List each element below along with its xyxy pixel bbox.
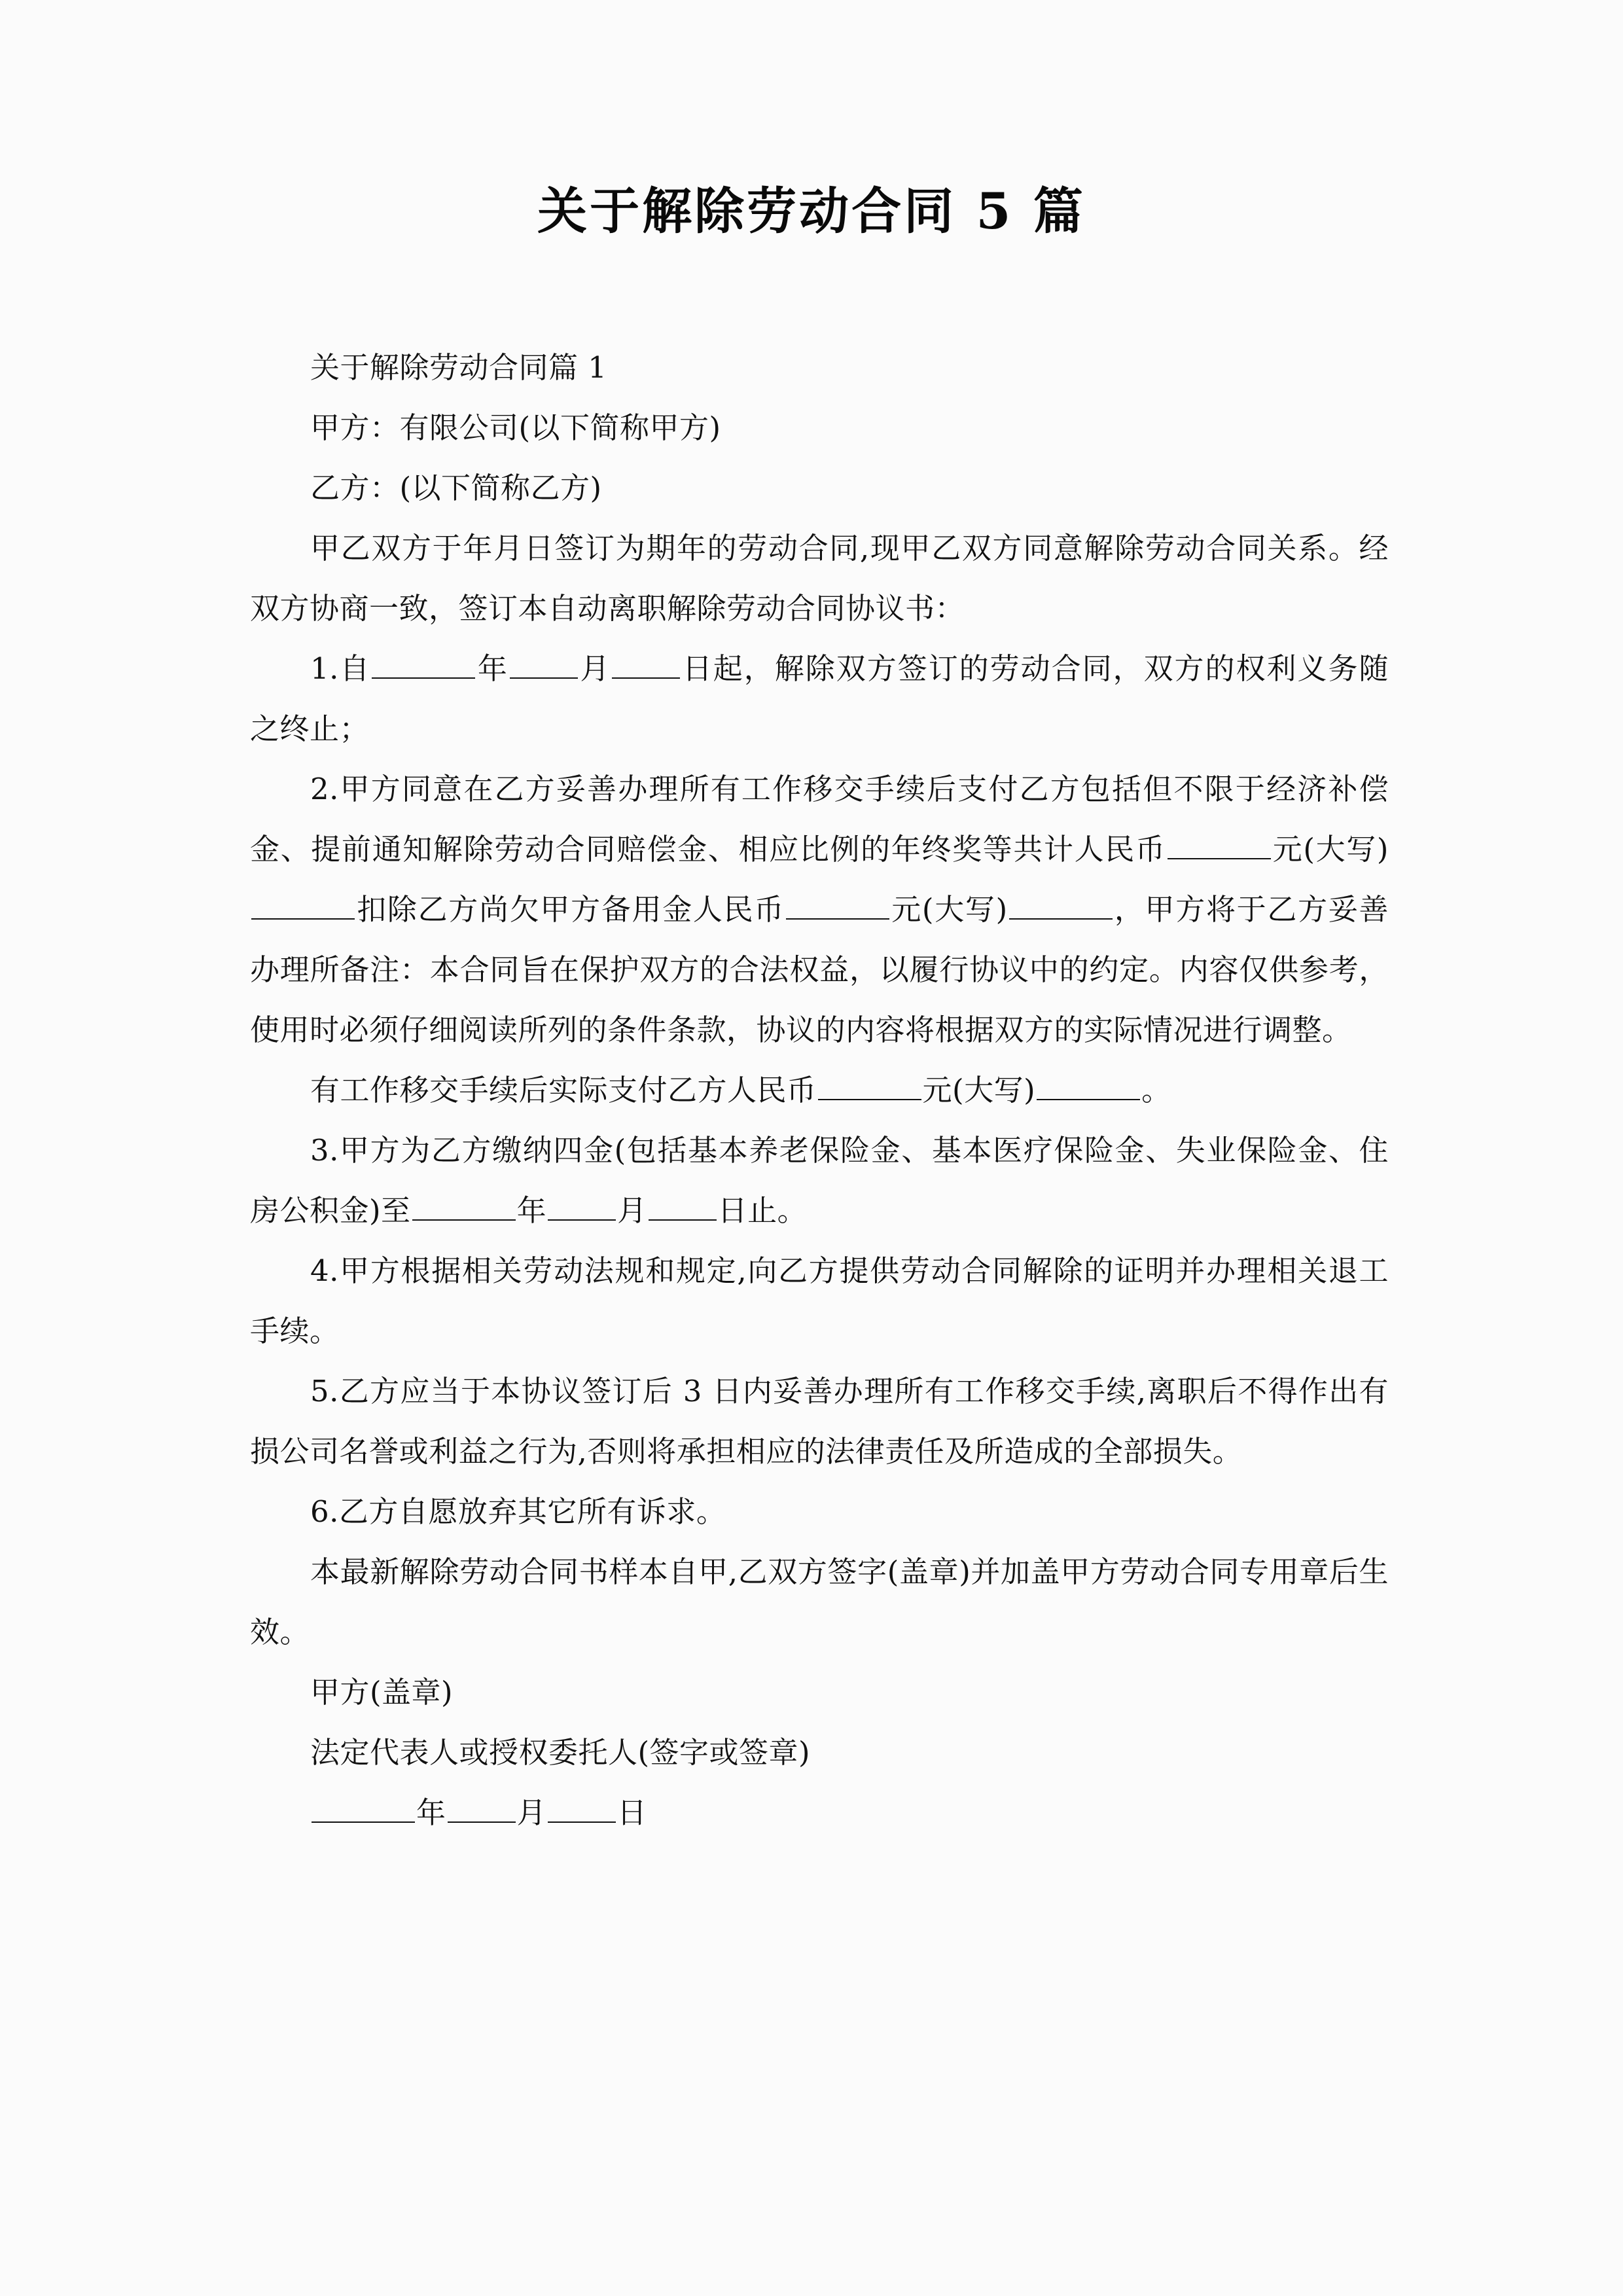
clause-2-text-d: 元(大写) <box>891 892 1008 927</box>
clause-3-year-blank[interactable] <box>412 1189 516 1221</box>
clause-1-text-b: 年 <box>476 651 508 686</box>
clause-2 <box>250 759 1389 1060</box>
clause-2-deduct-words-blank[interactable] <box>1009 888 1113 920</box>
clause-3-text-a: 3.甲方为乙方缴纳四金(包括基本养老保险金、基本医疗保险金、失业保险金、住房公积金)至 <box>250 1133 1389 1228</box>
clause-3-text-d: 日止。 <box>717 1193 808 1228</box>
clause-3-month-blank[interactable] <box>548 1189 616 1221</box>
preamble-paragraph: 甲乙双方于年月日签订为期年的劳动合同,现甲乙双方同意解除劳动合同关系。经双方协商一致，签订本自动离职解除劳动合同协议书： <box>250 531 1389 626</box>
clause-2-amount-blank[interactable] <box>1168 828 1271 859</box>
page-title: 关于解除劳动合同 5 篇 <box>537 182 1086 240</box>
clause-2-text-c: 扣除乙方尚欠甲方备用金人民币 <box>356 892 785 927</box>
actual-payment-words-blank[interactable] <box>1037 1069 1140 1100</box>
signature-representative: 法定代表人或授权委托人(签字或签章) <box>310 1735 811 1770</box>
clause-2-text-e: ，甲方将于乙方妥善办理所备注：本合同旨在保护双方的合法权益，以履行协议中的约定。内容仅供参考，使用时必须仔细阅读所列的条件条款，协议的内容将根据双方的实际情况进行调整。 <box>250 892 1389 1047</box>
clause-2-text-a: 2.甲方同意在乙方妥善办理所有工作移交手续后支付乙方包括但不限于经济补偿金、提前通知解除劳动合同赔偿金、相应比例的年终奖等共计人民币 <box>250 772 1389 867</box>
section-heading: 关于解除劳动合同篇 1 <box>310 350 607 385</box>
date-day-label: 日 <box>617 1795 647 1830</box>
clause-1-month-blank[interactable] <box>510 647 578 679</box>
clause-1-year-blank[interactable] <box>372 647 475 679</box>
date-year-label: 年 <box>416 1795 446 1830</box>
effective-clause: 本最新解除劳动合同书样本自甲,乙双方签字(盖章)并加盖甲方劳动合同专用章后生效。 <box>250 1554 1389 1649</box>
clause-3 <box>250 1121 1389 1241</box>
clause-3-day-blank[interactable] <box>649 1189 717 1221</box>
clause-2-amount-words-blank[interactable] <box>251 888 355 920</box>
date-day-blank[interactable] <box>548 1791 616 1823</box>
clause-5: 5.乙方应当于本协议签订后 3 日内妥善办理所有工作移交手续,离职后不得作出有损公司名誉或利益之行为,否则将承担相应的法律责任及所造成的全部损失。 <box>250 1374 1389 1469</box>
clause-6: 6.乙方自愿放弃其它所有诉求。 <box>310 1494 726 1529</box>
party-b-line: 乙方：(以下简称乙方) <box>310 471 602 505</box>
clause-1 <box>250 639 1389 759</box>
document-body <box>250 338 1389 1843</box>
clause-3-text-c: 月 <box>617 1193 647 1228</box>
clause-1-day-blank[interactable] <box>612 647 680 679</box>
actual-payment-line <box>250 1060 1389 1121</box>
party-a-line: 甲方：有限公司(以下简称甲方) <box>310 410 721 445</box>
actual-payment-text-c: 。 <box>1141 1073 1171 1107</box>
date-year-blank[interactable] <box>312 1791 415 1823</box>
clause-1-text-c: 月 <box>579 651 611 686</box>
clause-4: 4.甲方根据相关劳动法规和规定,向乙方提供劳动合同解除的证明并办理相关退工手续。 <box>250 1253 1389 1348</box>
actual-payment-text-b: 元(大写) <box>922 1073 1036 1107</box>
actual-payment-amount-blank[interactable] <box>818 1069 921 1100</box>
actual-payment-text-a: 有工作移交手续后实际支付乙方人民币 <box>310 1073 817 1107</box>
clause-2-text-b: 元(大写) <box>1272 832 1389 867</box>
signature-party-a: 甲方(盖章) <box>310 1675 454 1710</box>
date-month-label: 月 <box>516 1795 547 1830</box>
clause-1-text-a: 1.自 <box>310 651 371 686</box>
clause-1-text-d: 日起，解除双方签订的劳动合同，双方的权利义务随之终止； <box>250 651 1389 746</box>
signature-date-line <box>250 1783 1389 1843</box>
date-month-blank[interactable] <box>448 1791 516 1823</box>
clause-3-text-b: 年 <box>516 1193 547 1228</box>
clause-2-deduct-blank[interactable] <box>786 888 889 920</box>
